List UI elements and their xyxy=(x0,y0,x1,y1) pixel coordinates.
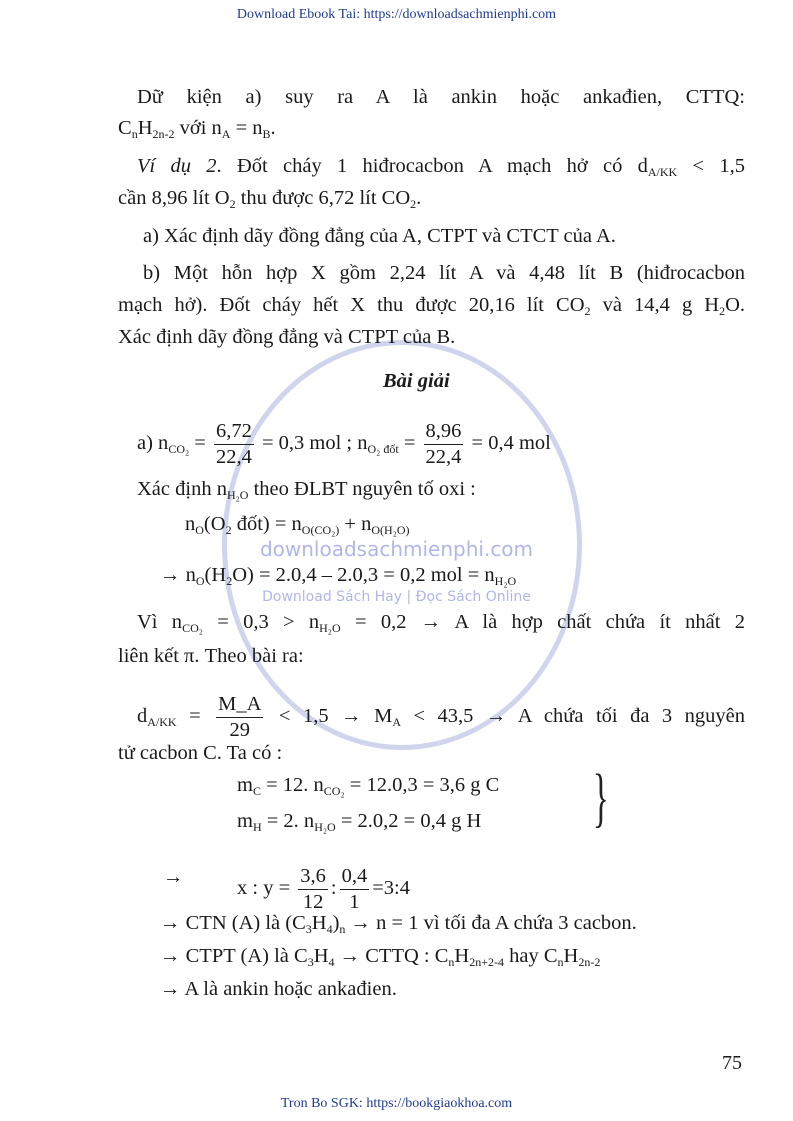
text-run: = 0,3 mol ; n xyxy=(256,432,368,455)
subscript: H₂O xyxy=(314,820,336,834)
subscript: CO₂ xyxy=(168,442,190,457)
text-run: Bài giải xyxy=(383,370,450,392)
paragraph-line xyxy=(118,324,455,350)
subscript: A/KK xyxy=(147,715,177,730)
subscript: H xyxy=(252,820,262,834)
text-run: : xyxy=(330,877,337,900)
subscript: n xyxy=(448,955,455,969)
paragraph-line xyxy=(137,476,476,502)
solution-heading xyxy=(383,368,450,394)
subscript: O₂ đốt xyxy=(367,442,399,457)
text-run: hay C xyxy=(503,945,558,967)
numerator: 3,6 xyxy=(298,864,328,890)
subscript: C xyxy=(252,784,261,798)
text-run: + n xyxy=(339,513,372,535)
denominator: 12 xyxy=(302,891,324,913)
subscript: 2 xyxy=(226,574,233,588)
text-run: d xyxy=(137,705,148,728)
equation-line xyxy=(160,943,600,969)
text-run: → CTTQ : C xyxy=(334,945,449,967)
subscript: O(CO₂) xyxy=(301,523,340,537)
equation-line xyxy=(137,419,551,470)
subscript: O xyxy=(195,523,204,537)
paragraph-line xyxy=(118,740,282,766)
right-brace: } xyxy=(592,761,609,834)
text-run: < 1,5 xyxy=(677,155,745,177)
subscript: 4 xyxy=(326,922,333,936)
paragraph-line xyxy=(137,84,745,110)
text-run: và 14,4 g H xyxy=(590,294,720,316)
equation-line xyxy=(137,692,745,743)
text-run: ) xyxy=(332,912,340,934)
text-run: H xyxy=(137,117,153,139)
paragraph-line xyxy=(160,976,397,1002)
text-run: Ví dụ 2 xyxy=(137,155,217,177)
text-run: Vì n xyxy=(137,611,183,633)
text-run: → n = 1 vì tối đa A chứa 3 cacbon. xyxy=(345,912,637,934)
page-number: 75 xyxy=(722,1052,742,1074)
subscript: O xyxy=(195,574,205,588)
paragraph-line xyxy=(118,292,745,318)
question-b xyxy=(143,260,745,286)
numerator: 8,96 xyxy=(424,419,464,445)
text-run: < 1,5 → M xyxy=(266,705,393,728)
text-run: Xác định dãy đồng đẳng và CTPT của B. xyxy=(118,326,456,348)
text-run: . xyxy=(270,117,276,139)
text-run: Xác định n xyxy=(137,478,227,500)
text-run: → A là ankin hoặc ankađien. xyxy=(160,978,397,1000)
paragraph-line xyxy=(118,643,304,669)
subscript: O(H₂O) xyxy=(371,523,410,537)
text-run: → CTN (A) là (C xyxy=(160,912,306,934)
subscript: A xyxy=(392,715,401,730)
subscript: 2n-2 xyxy=(578,955,601,969)
text-run: a) n xyxy=(137,432,169,455)
fraction xyxy=(214,419,254,470)
text-run: → n xyxy=(160,564,196,586)
equation-line xyxy=(237,808,481,834)
fraction xyxy=(298,864,328,915)
header-link[interactable]: Download Ebook Tai: https://downloadsachmienphi.com xyxy=(236,7,557,22)
text-run: = 2. n xyxy=(261,810,315,832)
text-run: < 43,5 → A chứa tối đa 3 nguyên xyxy=(400,705,745,728)
text-run: đốt) = n xyxy=(231,513,302,535)
text-run: thu được 6,72 lít CO xyxy=(235,187,411,209)
equation-line xyxy=(237,864,410,915)
paragraph-line xyxy=(118,115,276,141)
text-run: H xyxy=(454,945,470,967)
text-run: với n xyxy=(174,117,222,139)
text-run: H xyxy=(311,912,327,934)
text-run: =3:4 xyxy=(372,877,410,900)
text-run: Dữ kiện a) suy ra A là ankin hoặc ankađien, CTTQ: xyxy=(137,86,745,108)
paragraph-line xyxy=(137,609,745,635)
arrow xyxy=(163,864,184,890)
denominator: 1 xyxy=(349,891,360,913)
subscript: 3 xyxy=(305,922,312,936)
text-run: O) = 2.0,4 – 2.0,3 = 0,2 mol = n xyxy=(232,564,495,586)
subscript: n xyxy=(339,922,346,936)
text-run: → xyxy=(163,866,184,888)
subscript: 2 xyxy=(410,197,417,211)
text-run: cần 8,96 lít O xyxy=(118,187,230,209)
equation-line xyxy=(185,511,410,537)
example-title-line xyxy=(137,153,745,179)
subscript: n xyxy=(557,955,564,969)
text-run: m xyxy=(237,810,253,832)
subscript: H₂O xyxy=(226,488,249,502)
denominator: 29 xyxy=(229,719,251,741)
text-run: liên kết π. Theo bài ra: xyxy=(118,645,304,667)
denominator: 22,4 xyxy=(425,446,462,468)
fraction xyxy=(340,864,370,915)
footer-link[interactable]: Tron Bo SGK: https://bookgiaokhoa.com xyxy=(280,1096,513,1111)
subscript: 3 xyxy=(307,955,314,969)
fraction xyxy=(216,692,263,743)
question-a xyxy=(143,223,616,249)
subscript: 2 xyxy=(584,304,591,318)
text-run: = xyxy=(189,432,211,455)
text-run: = xyxy=(398,432,421,455)
text-run: = 2.0,2 = 0,4 g H xyxy=(335,810,482,832)
text-run: = 0,2 → A là hợp chất chứa ít nhất 2 xyxy=(340,611,745,633)
text-run: H xyxy=(313,945,329,967)
text-run: theo ĐLBT nguyên tố oxi : xyxy=(248,478,476,500)
text-run: b) Một hỗn hợp X gồm 2,24 lít A và 4,48 lít B (hiđrocacbon xyxy=(143,262,745,284)
text-run: H xyxy=(563,945,579,967)
numerator: 6,72 xyxy=(214,419,254,445)
numerator: 0,4 xyxy=(340,864,370,890)
text-run: x : y = xyxy=(237,877,296,900)
subscript: 2 xyxy=(229,197,236,211)
subscript: 2 xyxy=(225,523,232,537)
subscript: B xyxy=(262,127,271,141)
text-run: n xyxy=(185,513,196,535)
subscript: A xyxy=(221,127,231,141)
equation-line xyxy=(237,772,499,798)
text-run: O. xyxy=(725,294,745,316)
fraction xyxy=(424,419,464,470)
text-run: . Đốt cháy 1 hiđrocacbon A mạch hở có d xyxy=(216,155,648,177)
text-run: = n xyxy=(230,117,263,139)
text-run: C xyxy=(118,117,132,139)
subscript: CO₂ xyxy=(182,621,203,635)
text-run: → CTPT (A) là C xyxy=(160,945,308,967)
subscript: CO₂ xyxy=(323,784,345,798)
text-run: m xyxy=(237,774,253,796)
text-run: (O xyxy=(203,513,226,535)
text-run: = 12.0,3 = 3,6 g C xyxy=(344,774,500,796)
text-run: = xyxy=(176,705,214,728)
watermark-tagline: Download Sách Hay | Đọc Sách Online xyxy=(262,589,531,605)
subscript: 2n-2 xyxy=(152,127,175,141)
subscript: 2 xyxy=(719,304,726,318)
subscript: 4 xyxy=(328,955,335,969)
denominator: 22,4 xyxy=(215,446,252,468)
text-run: tử cacbon C. Ta có : xyxy=(118,742,283,764)
subscript: H₂O xyxy=(494,574,517,588)
text-run: mạch hở). Đốt cháy hết X thu được 20,16 lít CO xyxy=(118,294,585,316)
text-run: = 0,3 > n xyxy=(202,611,320,633)
subscript: 2n+2-4 xyxy=(469,955,504,969)
paragraph-line xyxy=(118,185,421,211)
watermark-circle xyxy=(222,340,582,750)
watermark-site: downloadsachmienphi.com xyxy=(259,537,534,561)
text-run: = 0,4 mol xyxy=(466,432,551,455)
text-run: a) Xác định dãy đồng đẳng của A, CTPT và CTCT của A. xyxy=(143,225,616,247)
equation-line xyxy=(160,562,516,588)
text-run: = 12. n xyxy=(260,774,324,796)
text-run: (H xyxy=(204,564,227,586)
subscript: n xyxy=(131,127,138,141)
text-run: . xyxy=(416,187,422,209)
numerator: M_A xyxy=(216,692,263,718)
subscript: A/KK xyxy=(647,165,678,179)
subscript: H₂O xyxy=(319,621,341,635)
equation-line xyxy=(160,910,637,936)
